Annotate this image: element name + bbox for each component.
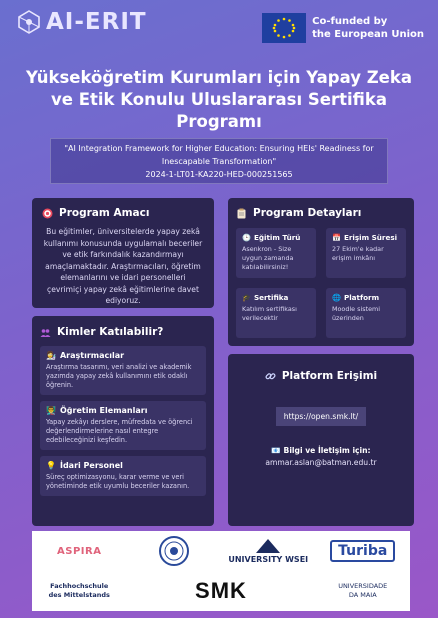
clock-icon: 🕒 [242, 233, 251, 242]
platform-access-card [228, 354, 414, 526]
page [6, 3, 432, 615]
brain-network-icon [16, 9, 42, 35]
platform-url-link[interactable]: https://open.smk.lt/ [276, 407, 366, 426]
audience-text: Araştırma tasarımı, veri analizi ve akademik yazımda yapay zekâ kullanımını etik odaklı öğrenin. [46, 363, 192, 389]
target-icon [42, 208, 53, 219]
researcher-icon: 👩‍🔬 [46, 351, 56, 360]
detail-education-type [236, 228, 316, 278]
detail-title: Erişim Süresi [343, 233, 398, 242]
partner-fh-mittelstand-logo [49, 582, 110, 600]
lightbulb-icon: 💡 [46, 461, 56, 470]
detail-text: Moodle sistemi üzerinden [332, 305, 381, 322]
contact-email[interactable]: ammar.aslan@batman.edu.tr [265, 458, 377, 467]
who-can-join-card [32, 316, 214, 526]
detail-education-type-heading [242, 233, 310, 242]
detail-platform-heading [332, 293, 400, 302]
fh-line1: Fachhochschule [50, 582, 109, 590]
audience-title: İdari Personel [59, 461, 123, 470]
partner-wsei-logo [228, 539, 308, 564]
eu-cofunded-badge [262, 13, 424, 43]
detail-text: Katılım sertifikası verilecektir [242, 305, 297, 322]
audience-admin-staff-heading [46, 461, 200, 470]
graduation-cap-icon: 🎓 [242, 293, 251, 302]
project-name: "AI Integration Framework for Higher Education: Ensuring HEIs' Readiness for Inescapable Transformation" [64, 144, 374, 166]
audience-teaching-staff [40, 401, 206, 450]
program-aim-title: Program Amacı [59, 207, 150, 219]
program-aim-card [32, 198, 214, 308]
contact-heading [236, 446, 406, 455]
audience-researchers [40, 346, 206, 395]
audience-text: Süreç optimizasyonu, karar verme ve veri yönetiminde etik uyumlu beceriler kazanın. [46, 473, 190, 490]
project-code: 2024-1-LT01-KA220-HED-000251565 [145, 170, 293, 179]
teacher-icon: 👨‍🏫 [46, 406, 56, 415]
logo-text: AI-ERIT [46, 9, 147, 35]
program-details-card [228, 198, 414, 346]
partner-aspira-logo: ASPIRA [57, 545, 102, 557]
eu-text [312, 15, 424, 41]
audience-title: Öğretim Elemanları [59, 406, 148, 415]
audience-teaching-staff-heading [46, 406, 200, 415]
contact-heading-text: Bilgi ve İletişim için: [283, 446, 371, 455]
detail-access-duration [326, 228, 406, 278]
wsei-text: UNIVERSITY WSEI [228, 554, 309, 564]
audience-researchers-heading [46, 351, 200, 360]
detail-platform [326, 288, 406, 338]
partner-smk-logo: SMK [195, 578, 247, 603]
clipboard-icon [236, 208, 247, 219]
partner-logos [32, 531, 410, 611]
detail-certificate [236, 288, 316, 338]
program-aim-text: Bu eğitimler, üniversitelerde yapay zekâ kullanımı konusunda uygulamalı beceriler ve etik farkındalık kazandırmayı amaçlamaktadır. Araştırmacıları, öğretim elemanlarını ve idari personelleri çevrimiçi yapay zekâ eğitimlerine davet ediyoruz. [43, 227, 203, 305]
partner-turiba-logo: Turiba [330, 540, 395, 562]
who-can-join-title: Kimler Katılabilir? [57, 326, 164, 338]
program-details-heading [236, 207, 406, 219]
link-icon [265, 371, 276, 382]
program-aim-heading [42, 207, 204, 219]
eu-text-line1: Co-funded by [312, 16, 388, 27]
maia-line2: DA MAIA [348, 591, 377, 599]
email-icon: 📧 [271, 446, 281, 455]
page-title: Yükseköğretim Kurumları için Yapay Zeka ve Etik Konulu Uluslararası Sertifika Programı [26, 68, 412, 131]
globe-icon: 🌐 [332, 293, 341, 302]
detail-title: Eğitim Türü [253, 233, 301, 242]
detail-text: 27 Ekim'e kadar erişim imkânı [332, 245, 384, 262]
platform-access-title: Platform Erişimi [281, 370, 378, 382]
calendar-icon: 📅 [332, 233, 341, 242]
who-can-join-heading [40, 326, 206, 338]
detail-title: Platform [343, 293, 380, 302]
detail-access-duration-heading [332, 233, 400, 242]
detail-text: Asenkron - Size uygun zamanda katılabilirsiniz! [242, 245, 294, 271]
people-icon [40, 327, 51, 338]
ai-erit-logo [16, 9, 147, 35]
details-grid [236, 228, 406, 338]
audience-title: Araştırmacılar [59, 351, 125, 360]
audience-admin-staff [40, 456, 206, 496]
program-details-title: Program Detayları [253, 207, 362, 219]
detail-title: Sertifika [253, 293, 289, 302]
partner-batman-university-logo [159, 536, 189, 566]
platform-access-heading [236, 370, 406, 382]
detail-certificate-heading [242, 293, 310, 302]
eu-text-line2: the European Union [312, 29, 424, 40]
maia-line1: UNIVERSIDADE [338, 582, 388, 590]
eu-flag-icon [262, 13, 306, 43]
audience-text: Yapay zekâyı derslere, müfredata ve öğrenci değerlendirmelerine nasıl entegre edebileceğinizi keşfedin. [46, 418, 193, 444]
project-info-box [50, 138, 388, 184]
fh-line2: des Mittelstands [48, 591, 110, 599]
partner-universidade-da-maia-logo [338, 582, 387, 600]
